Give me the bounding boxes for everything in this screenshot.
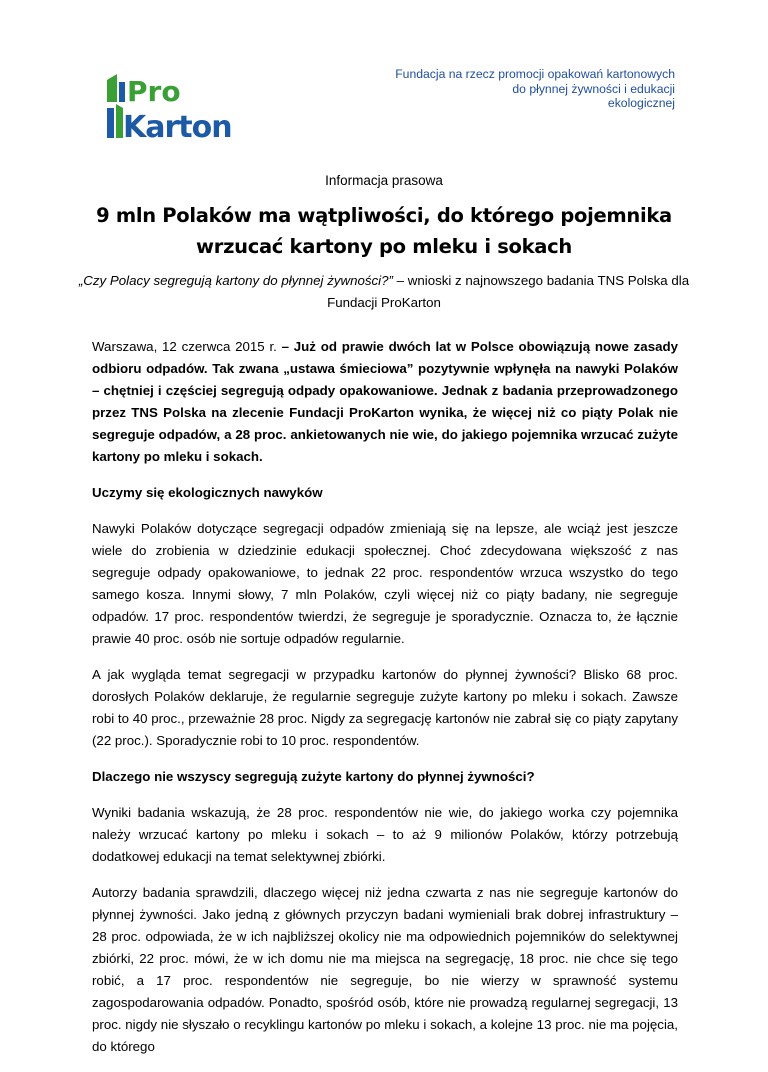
prokarton-logo-mark (103, 74, 253, 140)
press-release-title: 9 mln Polaków ma wątpliwości, do którego pojemnika wrzucać kartony po mleku i sokach (96, 204, 672, 258)
foundation-header (345, 67, 675, 111)
section-heading-habits: Uczymy się ekologicznych nawyków (92, 485, 323, 500)
paragraph-why-2: Autorzy badania sprawdzili, dlaczego więcej niż jedna czwarta z nas nie segreguje kartonów do płynnej żywności. Jako jedną z głównych przyczyn badani wymieniali brak dobrej infrastruktury – 28 proc. odpowiada, że w ich najbliższej okolicy nie ma odpowiednich pojemników do selektywnej zbiórki, 22 proc. mówi, że w ich domu nie ma miejsca na segregację, 18 proc. nie chce się tego robić, a 17 proc. respondentów nie segreguje, bo nie wierzy w sprawność systemu zagospodarowania odpadów. Ponadto, spośród osób, które nie prowadzą regularnej segregacji, 13 proc. nigdy nie słyszało o recyklingu kartonów po mleku i sokach, a kolejne 13 proc. nie ma pojęcia, do którego (92, 885, 678, 1054)
foundation-line-1: Fundacja na rzecz promocji opakowań kartonowych (395, 67, 675, 81)
paragraph-why-1: Wyniki badania wskazują, że 28 proc. respondentów nie wie, do jakiego worka czy pojemnika należy wrzucać kartony po mleku i sokach – to aż 9 milionów Polaków, którzy potrzebują dodatkowej edukacji na temat selektywnej zbiórki. (92, 805, 678, 864)
lead-paragraph (92, 336, 678, 468)
press-release-subtitle (60, 270, 708, 314)
article-body (92, 336, 678, 1072)
foundation-line-3: ekologicznej (607, 96, 675, 110)
subtitle-rest: – wnioski z najnowszego badania TNS Polska dla Fundacji ProKarton (327, 273, 690, 310)
logo-karton-text: Karton (123, 110, 232, 140)
subtitle-quote: „Czy Polacy segregują kartony do płynnej żywności?” (78, 273, 393, 288)
section-heading-why: Dlaczego nie wszyscy segregują zużyte kartony do płynnej żywności? (92, 769, 535, 784)
lead-bold-text: – Już od prawie dwóch lat w Polsce obowiązują nowe zasady odbioru odpadów. Tak zwana „ustawa śmieciowa” pozytywnie wpłynęła na nawyki Polaków – chętniej i częściej segregują odpady opakowaniowe. Jednak z badania przeprowadzonego przez TNS Polska na zlecenie Fundacji ProKarton wynika, że więcej niż co piąty Polak nie segreguje odpadów, a 28 proc. ankietowanych nie wie, do jakiego pojemnika wrzucać zużyte kartony po mleku i sokach. (92, 339, 678, 464)
foundation-line-2: do płynnej żywności i edukacji (512, 81, 675, 96)
logo-pro-text: Pro (127, 75, 181, 108)
paragraph-habits-1: Nawyki Polaków dotyczące segregacji odpadów zmieniają się na lepsze, ale wciąż jest jeszcze wiele do zrobienia w dziedzinie edukacji społecznej. Choć zdecydowana większość z nas segreguje odpady opakowaniowe, to jednak 22 proc. respondentów wrzuca wszystko do tego samego kosza. Innymi słowy, 7 mln Polaków, czyli więcej niż co piąty badany, nie segreguje odpadów. 17 proc. respondentów twierdzi, że segreguje je sporadycznie. Oznacza to, że łącznie prawie 40 proc. osób nie sortuje odpadów regularnie. (92, 521, 678, 646)
dateline: Warszawa, 12 czerwca 2015 r. (92, 339, 282, 354)
document-type: Informacja prasowa (325, 173, 443, 188)
paragraph-habits-2: A jak wygląda temat segregacji w przypadku kartonów do płynnej żywności? Blisko 68 proc. dorosłych Polaków deklaruje, że regularnie segreguje zużyte kartony po mleku i sokach. Zawsze robi to 40 proc., przeważnie 28 proc. Nigdy za segregację kartonów nie zabrał się co piąty zapytany (22 proc.). Sporadycznie robi to 10 proc. respondentów. (92, 667, 678, 748)
prokarton-logo (103, 74, 253, 140)
